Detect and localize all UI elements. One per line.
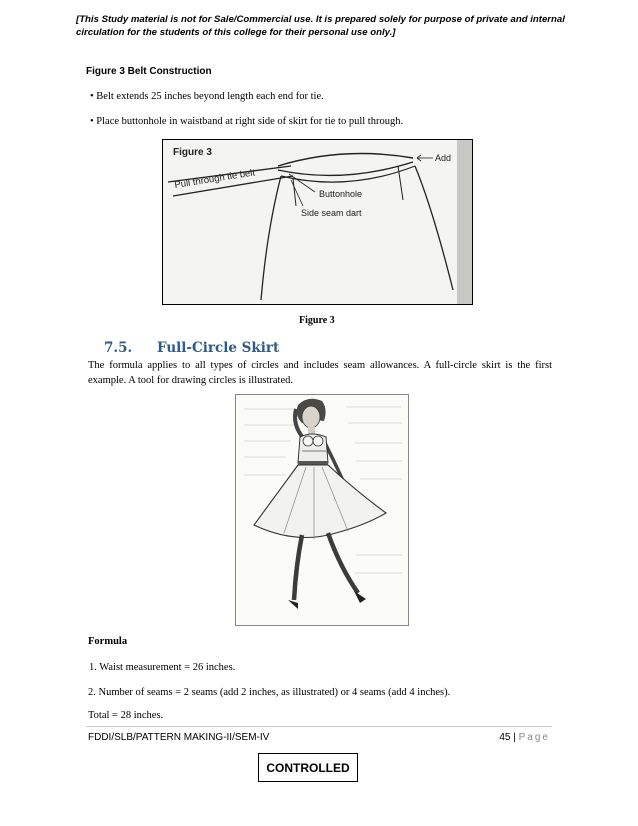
section-title: Full-Circle Skirt: [157, 340, 280, 356]
section-paragraph: The formula applies to all types of circles and includes seam allowances. A full-circle skirt is the first example. A tool for drawing circles is illustrated.: [88, 360, 552, 386]
belt-section-heading: Figure 3 Belt Construction: [86, 66, 212, 77]
bullet-buttonhole: • Place buttonhole in waistband at right side of skirt for tie to pull through.: [90, 116, 404, 127]
footer-document-code: FDDI/SLB/PATTERN MAKING-II/SEM-IV: [88, 732, 270, 743]
formula-line-3: Total = 28 inches.: [88, 710, 164, 721]
footer-page-info: [499, 732, 550, 743]
section-number: 7.5.: [104, 340, 133, 356]
figure-caption: Figure 3: [299, 315, 335, 326]
belt-figure: [162, 139, 473, 305]
belt-illustration: [163, 140, 472, 304]
page-separator: |: [513, 732, 516, 743]
formula-line-1: 1. Waist measurement = 26 inches.: [89, 662, 236, 673]
page-word: Page: [518, 732, 550, 743]
formula-line-2: 2. Number of seams = 2 seams (add 2 inches, as illustrated) or 4 seams (add 4 inches).: [88, 687, 451, 698]
label-buttonhole: Buttonhole: [319, 189, 363, 199]
woman-in-circle-skirt-drawing: [236, 395, 408, 625]
bullet-belt-length: • Belt extends 25 inches beyond length each end for tie.: [90, 91, 324, 102]
disclaimer-text: [This Study material is not for Sale/Commercial use. It is prepared solely for purpose of private and internal circulation for the students of this college for their personal use only.]: [76, 14, 565, 38]
controlled-stamp: CONTROLLED: [258, 753, 358, 782]
page-number: 45: [499, 732, 511, 743]
figure-title: Figure 3: [173, 147, 212, 158]
label-side-seam-dart: Side seam dart: [301, 208, 362, 218]
label-add: Add: [435, 153, 452, 163]
footer-divider: [86, 726, 552, 727]
formula-heading: Formula: [88, 636, 128, 647]
circle-skirt-illustration: [235, 394, 409, 626]
label-tie-belt: Pull through tie belt: [173, 167, 256, 191]
